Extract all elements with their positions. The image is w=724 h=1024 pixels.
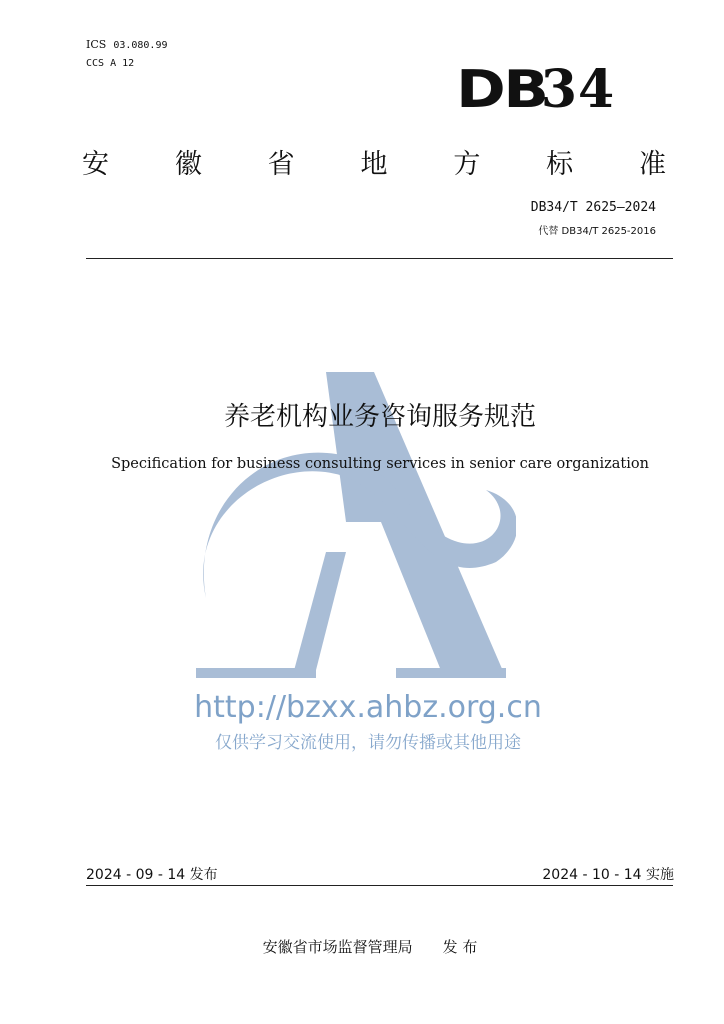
watermark-note: 仅供学习交流使用，请勿传播或其他用途 (215, 733, 521, 753)
title-char: 省 (267, 149, 295, 180)
title-char: 地 (360, 149, 388, 180)
logo-db: DB (456, 60, 547, 120)
replaces-standard: 代替 DB34/T 2625-2016 (538, 226, 656, 237)
title-char: 标 (546, 149, 574, 180)
standard-category-title (82, 142, 666, 181)
standard-number: DB34/T 2625—2024 (530, 200, 656, 215)
ics-label: ICS (86, 38, 107, 51)
bottom-divider (86, 885, 673, 886)
title-char: 方 (453, 149, 481, 180)
title-char: 安 (82, 149, 109, 180)
watermark-url: http://bzxx.ahbz.org.cn (194, 690, 542, 725)
title-char: 准 (638, 149, 666, 180)
ccs-line: CCS A 12 (86, 58, 135, 69)
issuing-authority: 安徽省市场监督管理局 发 布 (262, 938, 478, 956)
ics-line (86, 36, 168, 55)
db34-logo (456, 59, 616, 120)
ics-value: 03.080.99 (113, 40, 168, 51)
top-divider (86, 258, 673, 259)
document-title-cn: 养老机构业务咨询服务规范 (223, 402, 536, 432)
document-title-en: Specification for business consulting services in senior care organization (111, 456, 649, 472)
publish-date: 2024 - 09 - 14 发布 (86, 867, 218, 883)
title-char: 徽 (174, 149, 202, 180)
logo-number: 34 (540, 59, 616, 120)
implement-date: 2024 - 10 - 14 实施 (542, 867, 674, 883)
classification-codes (86, 36, 168, 73)
